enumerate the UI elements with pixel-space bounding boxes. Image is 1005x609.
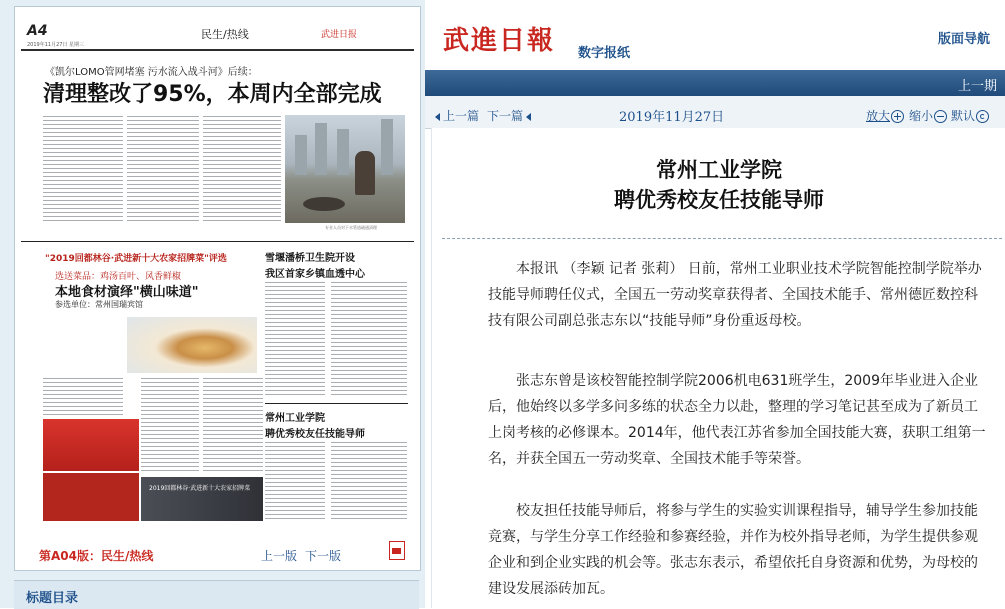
advert-block[interactable]	[43, 473, 139, 521]
newspaper-brand: 武进日报	[321, 30, 358, 40]
newspaper-banner-sub: 选送菜品：鸡汤百叶、风香鲜椒	[55, 272, 182, 282]
prev-page-link[interactable]: 上一版	[261, 549, 298, 563]
issue-date: 2019年11月27日	[619, 110, 725, 125]
triangle-left-icon	[435, 113, 440, 121]
next-article-link[interactable]: 下一篇	[487, 107, 531, 124]
newspaper-page-thumbnail[interactable]	[14, 6, 421, 571]
triangle-left-icon	[526, 113, 531, 121]
text-column[interactable]	[331, 281, 407, 397]
news-photo-manhole[interactable]	[285, 115, 405, 223]
advert-text: 2019回都林谷·武进新十大农家招牌菜	[149, 485, 251, 492]
article-title-line2: 聘优秀校友任技能导师	[614, 187, 824, 212]
text-column[interactable]	[265, 441, 325, 521]
divider	[265, 403, 408, 404]
text-column[interactable]	[265, 281, 325, 397]
newspaper-column-title[interactable]: 常州工业学院	[265, 413, 325, 424]
zoom-out-icon	[934, 110, 947, 123]
text-column[interactable]	[331, 441, 407, 521]
toc-bar[interactable]	[14, 580, 419, 609]
page-label: 第A04版：民生/热线	[39, 549, 154, 563]
prev-article-link[interactable]: 上一篇	[435, 107, 479, 124]
newspaper-section: 民生/热线	[201, 28, 249, 41]
text-column[interactable]	[141, 377, 199, 473]
article-paragraph: 张志东曾是该校智能控制学院2006机电631班学生，2009年毕业进入企业后，他始终以多学多问多练的状态全力以赴，整理的学习笔记甚至成为了新员工上岗考核的必修课本。2014年，他代表江苏省参加全国技能大赛，获职工组第一名，并获全国五一劳动奖章、全国技术能手等荣誉。	[488, 373, 986, 467]
newspaper-food-title[interactable]: 本地食材演绎"横山味道"	[55, 285, 199, 300]
advert-block[interactable]	[43, 419, 139, 471]
article-content	[431, 128, 1005, 608]
toc-title[interactable]: 标题目录	[26, 591, 79, 606]
article-paragraph: 校友担任技能导师后，将参与学生的实验实训课程指导，辅导学生参加技能竞赛，与学生分享工作经验和参赛经验，并作为校外指导老师，为学生提供参观企业和到企业实践的机会等。张志东表示，希望依托自身资源和优势，为母校的建设发展添砖加瓦。	[488, 503, 978, 597]
food-photo[interactable]	[127, 317, 257, 373]
title-divider	[442, 238, 1002, 239]
photo-caption: 专业人员对下水管道疏通清理	[325, 225, 377, 230]
pdf-download-icon[interactable]	[389, 541, 405, 560]
newspaper-page-number: A4	[27, 23, 48, 39]
newspaper-kicker[interactable]: 《凯尔LOMO管网堵塞 污水流入战斗河》后续：	[45, 67, 258, 78]
layout-nav-link[interactable]: 版面导航	[938, 32, 991, 47]
newspaper-headline[interactable]: 清理整改了95%，本周内全部完成	[43, 82, 382, 107]
reset-icon	[976, 110, 989, 123]
article-paragraph: 本报讯 （李颖 记者 张莉） 日前，常州工业职业技术学院智能控制学院举办技能导师聘任仪式，全国五一劳动奖章获得者、全国技术能手、常州德匠数控科技有限公司副总张志东以“技能导师”身份重返母校。	[488, 261, 982, 329]
prev-issue-link[interactable]: 上一期	[957, 79, 997, 94]
blue-band	[425, 70, 1005, 96]
text-column[interactable]	[203, 115, 281, 223]
divider	[21, 241, 414, 242]
zoom-out-button[interactable]: 缩小	[909, 107, 947, 124]
next-page-link[interactable]: 下一版	[305, 549, 342, 563]
text-column[interactable]	[43, 377, 123, 417]
text-column[interactable]	[203, 377, 263, 473]
text-column[interactable]	[43, 115, 123, 223]
site-subtitle: 数字报纸	[578, 46, 631, 61]
newspaper-meta: 2019年11月27日 星期三	[27, 42, 85, 48]
top-header	[425, 0, 1005, 70]
article-toolbar	[425, 96, 1005, 129]
newspaper-banner[interactable]: "2019回都林谷·武进新十大农家招牌菜"评选	[45, 254, 227, 264]
newspaper-page-header	[21, 17, 414, 51]
newspaper-column-title[interactable]: 聘优秀校友任技能导师	[265, 429, 365, 440]
zoom-in-icon	[891, 110, 904, 123]
reset-zoom-button[interactable]: 默认	[951, 107, 989, 124]
article-title-line1: 常州工业学院	[656, 157, 782, 182]
zoom-in-button[interactable]: 放大	[866, 107, 904, 124]
newspaper-column-title[interactable]: 雪堰潘桥卫生院开设	[265, 253, 355, 264]
site-logo[interactable]: 武進日報	[443, 26, 556, 56]
text-column[interactable]	[127, 115, 199, 223]
advert-banner[interactable]	[141, 477, 263, 521]
newspaper-column-title[interactable]: 我区首家乡镇血透中心	[265, 269, 365, 280]
newspaper-food-sub: 参选单位：常州国瑞宾馆	[55, 300, 143, 309]
